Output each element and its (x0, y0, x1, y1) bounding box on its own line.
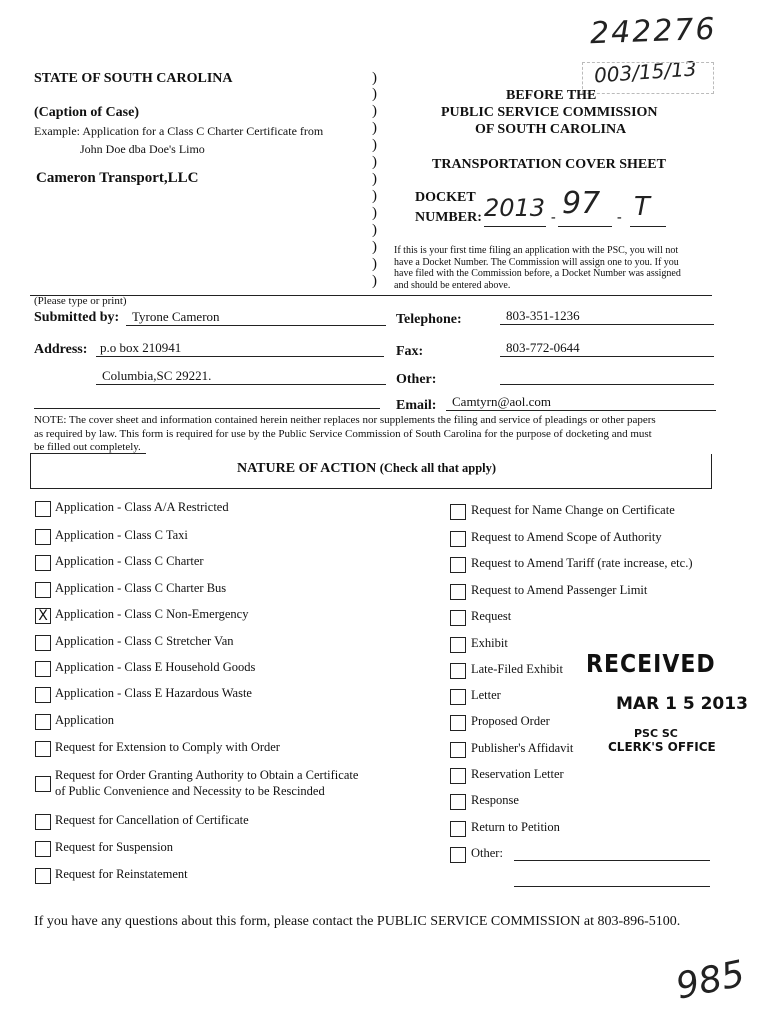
caption-label: (Caption of Case) (34, 105, 139, 120)
right-request-to-amend-passenger-limit-label: Request to Amend Passenger Limit (471, 583, 648, 597)
before-the: BEFORE THE (506, 88, 597, 103)
other-line (514, 860, 710, 861)
address-line-2[interactable]: Columbia,SC 29221. (96, 368, 386, 385)
left-request-for-suspension-label: Request for Suspension (55, 840, 174, 854)
left-application-class-e-hazardous-waste-label: Application - Class E Hazardous Waste (55, 686, 252, 700)
handwritten-top-number: 242276 (589, 11, 718, 52)
state-title: STATE OF SOUTH CAROLINA (34, 71, 233, 86)
type-note: (Please type or print) (34, 295, 127, 307)
received-stamp: RECEIVED (586, 650, 716, 679)
nature-title: NATURE OF ACTION (237, 461, 377, 476)
other-line-2 (514, 886, 710, 887)
address-label: Address: (34, 342, 88, 357)
right-late-filed-exhibit-checkbox[interactable] (450, 663, 466, 679)
right-publisher-s-affidavit-checkbox[interactable] (450, 742, 466, 758)
cover-sheet-title: TRANSPORTATION COVER SHEET (432, 157, 666, 172)
right-request-to-amend-tariff-rate-increase-etc-label: Request to Amend Tariff (rate increase, etc.) (471, 556, 693, 570)
docket-note: If this is your first time filing an application with the PSC, you will not have a Docket Number. The Commission will assign one to you. If you have filed with the Commission before, a Docket Number was assigned and should be entered above. (394, 245, 681, 291)
nature-of-action-header (30, 454, 712, 489)
header-divider (30, 295, 712, 296)
fax-label: Fax: (396, 344, 424, 359)
docket-label: DOCKET (415, 190, 476, 205)
other-field[interactable] (500, 368, 714, 385)
received-date: MAR 1 5 2013 (616, 694, 748, 714)
left-application-class-c-charter-checkbox[interactable] (35, 555, 51, 571)
note-text: NOTE: The cover sheet and information contained herein neither replaces nor supplements the filing and service of pleadings or other papers as required by law. This form is required for use by the Public Service Commission of South Carolina for the purpose of docketing and must be filled out completely. (34, 414, 656, 453)
left-request-for-cancellation-of-certificate-checkbox[interactable] (35, 814, 51, 830)
check-mark: X (38, 608, 48, 624)
telephone-field[interactable]: 803-351-1236 (500, 308, 714, 325)
right-request-to-amend-scope-of-authority-label: Request to Amend Scope of Authority (471, 530, 662, 544)
right-letter-checkbox[interactable] (450, 689, 466, 705)
right-other-checkbox[interactable] (450, 847, 466, 863)
docket-year[interactable]: 2013 (484, 194, 546, 222)
left-request-for-extension-to-comply-with-order-checkbox[interactable] (35, 741, 51, 757)
left-application-class-c-charter-label: Application - Class C Charter (55, 554, 204, 568)
left-request-for-order-granting-authority-to-obtain-a-certificate-checkbox[interactable] (35, 776, 51, 792)
left-application-class-c-stretcher-van-label: Application - Class C Stretcher Van (55, 634, 234, 648)
left-application-class-a-a-restricted-checkbox[interactable] (35, 501, 51, 517)
right-request-to-amend-passenger-limit-checkbox[interactable] (450, 584, 466, 600)
submitted-by-label: Submitted by: (34, 310, 120, 325)
left-application-class-c-charter-bus-label: Application - Class C Charter Bus (55, 581, 227, 595)
left-request-for-cancellation-of-certificate-label: Request for Cancellation of Certificate (55, 813, 249, 827)
nature-subtitle: (Check all that apply) (379, 461, 497, 475)
example-line-2: John Doe dba Doe's Limo (80, 142, 205, 156)
right-request-to-amend-tariff-rate-increase-etc-checkbox[interactable] (450, 557, 466, 573)
docket-number[interactable]: 97 (562, 186, 601, 221)
left-application-checkbox[interactable] (35, 714, 51, 730)
other-label: Other: (396, 372, 437, 387)
right-request-for-name-change-on-certificate-label: Request for Name Change on Certificate (471, 503, 675, 517)
right-exhibit-checkbox[interactable] (450, 637, 466, 653)
handwritten-date-code: 003/15/13 (593, 56, 698, 88)
left-application-class-c-non-emergency-checkbox[interactable] (35, 608, 51, 624)
left-application-class-c-taxi-checkbox[interactable] (35, 529, 51, 545)
left-request-for-reinstatement-label: Request for Reinstatement (55, 867, 188, 881)
email-field[interactable]: Camtyrn@aol.com (446, 394, 716, 411)
left-request-for-extension-to-comply-with-order-label: Request for Extension to Comply with Order (55, 740, 280, 754)
left-application-class-c-charter-bus-checkbox[interactable] (35, 582, 51, 598)
handwritten-bottom-mark: 985 (672, 953, 749, 1008)
footer-contact-text: If you have any questions about this form, please contact the PUBLIC SERVICE COMMISSION at 803-896-5100. (34, 914, 681, 929)
right-request-for-name-change-on-certificate-checkbox[interactable] (450, 504, 466, 520)
company-name: Cameron Transport,LLC (36, 170, 199, 186)
clerks-office-stamp: CLERK'S OFFICE (608, 740, 716, 754)
fax-field[interactable]: 803-772-0644 (500, 340, 714, 357)
example-line-1: Example: Application for a Class C Charter Certificate from (34, 124, 324, 138)
left-application-class-a-a-restricted-label: Application - Class A/A Restricted (55, 500, 229, 514)
right-request-to-amend-scope-of-authority-checkbox[interactable] (450, 531, 466, 547)
commission-title: PUBLIC SERVICE COMMISSION (441, 105, 658, 120)
email-label: Email: (396, 398, 437, 413)
left-application-class-c-non-emergency-label: Application - Class C Non-Emergency (55, 607, 249, 621)
submitted-by-field[interactable]: Tyrone Cameron (126, 309, 386, 326)
right-exhibit-label: Exhibit (471, 636, 508, 650)
right-request-checkbox[interactable] (450, 610, 466, 626)
right-reservation-letter-label: Reservation Letter (471, 767, 564, 781)
right-reservation-letter-checkbox[interactable] (450, 768, 466, 784)
right-other-label: Other: (471, 846, 503, 860)
left-request-for-reinstatement-checkbox[interactable] (35, 868, 51, 884)
right-late-filed-exhibit-label: Late-Filed Exhibit (471, 662, 563, 676)
right-return-to-petition-checkbox[interactable] (450, 821, 466, 837)
right-return-to-petition-label: Return to Petition (471, 820, 560, 834)
left-application-class-e-hazardous-waste-checkbox[interactable] (35, 687, 51, 703)
right-request-label: Request (471, 609, 512, 623)
docket-number-label: NUMBER: (415, 210, 482, 225)
left-application-class-e-household-goods-checkbox[interactable] (35, 661, 51, 677)
right-response-label: Response (471, 793, 519, 807)
docket-suffix[interactable]: T (634, 192, 650, 222)
commission-state: OF SOUTH CAROLINA (475, 122, 627, 137)
left-application-label: Application (55, 713, 115, 727)
right-publisher-s-affidavit-label: Publisher's Affidavit (471, 741, 574, 755)
right-proposed-order-checkbox[interactable] (450, 715, 466, 731)
left-application-class-c-stretcher-van-checkbox[interactable] (35, 635, 51, 651)
left-request-for-order-granting-authority-to-obtain-a-certificate-label: Request for Order Granting Authority to Obtain a Certificate (55, 768, 359, 782)
psc-sc-stamp: PSC SC (634, 727, 678, 740)
left-request-for-order-granting-authority-to-obtain-a-certificate-label-line-2: of Public Convenience and Necessity to be Rescinded (55, 784, 325, 798)
address-line-1[interactable]: p.o box 210941 (96, 340, 384, 357)
left-application-class-c-taxi-label: Application - Class C Taxi (55, 528, 188, 542)
telephone-label: Telephone: (396, 312, 462, 327)
right-letter-label: Letter (471, 688, 501, 702)
right-response-checkbox[interactable] (450, 794, 466, 810)
left-application-class-e-household-goods-label: Application - Class E Household Goods (55, 660, 256, 674)
right-proposed-order-label: Proposed Order (471, 714, 550, 728)
date-stamp-box (582, 62, 714, 94)
left-request-for-suspension-checkbox[interactable] (35, 841, 51, 857)
